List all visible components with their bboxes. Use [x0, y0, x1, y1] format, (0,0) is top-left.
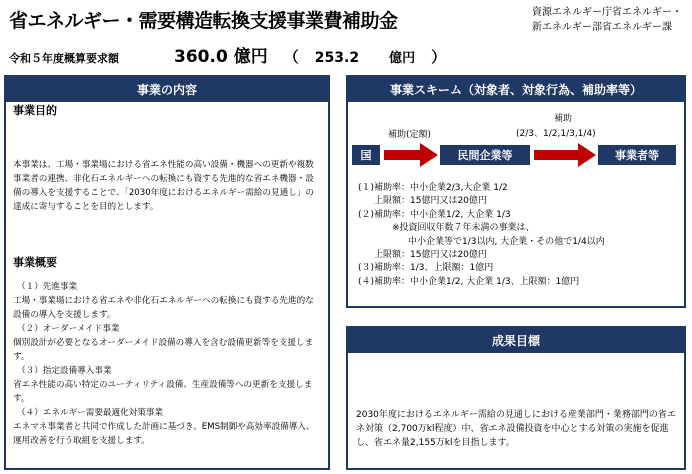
org-line-2: 新エネルギー部省エネルギー課: [532, 22, 672, 33]
content-heading: 事業の内容: [6, 77, 328, 102]
overview-title: 事業概要: [13, 256, 57, 269]
overview-item-3-text: 省エネ性能の高い特定のユーティリティ設備、生産設備等への更新を支援します。: [13, 380, 313, 404]
budget-label: 令和５年度概算要求額: [9, 52, 119, 65]
scheme-heading: 事業スキーム（対象者、対象行為、補助率等）: [348, 77, 684, 102]
scheme-line: (２)補助率：中小企業1/2, 大企業 1/3: [358, 209, 511, 220]
overview-item-1-title: （１）先進事業: [17, 282, 78, 292]
outcome-text: 2030年度におけるエネルギー需給の見通しにおける産業部門・業務部門の省エネ対策（2,700万kl程度）中、省エネ設備投資を中心とする対策の実施を促進し、省エネ量2,155万klを目指します。: [356, 410, 676, 448]
box-country: 国: [352, 145, 380, 165]
purpose-title: 事業目的: [13, 104, 57, 117]
overview-item-4-title: （４）エネルギー需要最適化対策事業: [17, 408, 164, 418]
budget-prev-amount: 253.2: [314, 50, 360, 66]
scheme-line: ※投資回収年数７年未満の事業は、: [392, 223, 535, 234]
subsidy-rate-label: (2/3、1/2,1/3,1/4): [516, 129, 596, 139]
scheme-details: [348, 182, 684, 289]
overview-item-2-title: （２）オーダーメイド事業: [17, 324, 120, 334]
scheme-line: (３)補助率：1/3、上限額：1億円: [358, 263, 494, 274]
purpose-text: 本事業は、工場・事業場における省エネ性能の高い設備・機器への更新や複数事業者の連携、非化石エネルギーへの転換にも資する先進的な省エネ機器・設備の導入を支援することで、「2030年度におけるエネルギー需給の見通し」の達成に寄与することを目的とします。: [13, 160, 314, 212]
overview-item-1-text: 工場・事業場における省エネや非化石エネルギーへの転換にも資する先進的な設備の導入を支援します。: [13, 296, 314, 320]
outcome-panel: [346, 326, 686, 470]
budget-unit: 億円: [233, 47, 268, 67]
scheme-line: 上限額：15億円又は20億円: [374, 250, 487, 261]
arrow-right-icon: [384, 142, 438, 168]
budget-row: [9, 42, 446, 68]
organization: [532, 5, 682, 35]
budget-paren-close: ）: [431, 48, 447, 66]
scheme-line: 中小企業等で1/3以内, 大企業・その他で1/4以内: [408, 236, 605, 247]
content-panel: [4, 75, 330, 470]
scheme-line: (１)補助率：中小企業2/3,大企業 1/2: [358, 183, 508, 193]
budget-prev-unit: 億円: [389, 51, 416, 66]
scheme-line: (４)補助率：中小企業1/2, 大企業 1/3、上限額：1億円: [358, 276, 580, 287]
overview-item-3-title: （３）指定設備導入事業: [17, 366, 112, 376]
overview-item-4-text: エネマネ事業者と共同で作成した計画に基づき、EMS制御や高効率設備導入、運用改善を行う取組を支援します。: [13, 422, 315, 446]
org-line-1: 資源エネルギー庁省エネルギー・: [532, 7, 682, 18]
subsidy-fixed-label: 補助(定額): [388, 130, 432, 140]
scheme-panel: [346, 75, 686, 308]
box-private-company: 民間企業等: [440, 145, 530, 165]
subsidy-label: 補助: [554, 114, 573, 124]
box-business: 事業者等: [598, 145, 676, 165]
scheme-flow-diagram: [348, 102, 684, 182]
outcome-heading: 成果目標: [348, 328, 684, 353]
budget-paren-open: （: [283, 48, 299, 66]
arrow-right-icon: [534, 142, 596, 168]
budget-amount: 360.0: [174, 47, 228, 67]
page-title: 省エネルギー・需要構造転換支援事業費補助金: [9, 10, 398, 32]
scheme-line: 上限額：15億円又は20億円: [374, 196, 487, 207]
overview-item-2-text: 個別設計が必要となるオーダーメイド設備の導入を含む設備更新等を支援します。: [13, 338, 314, 362]
